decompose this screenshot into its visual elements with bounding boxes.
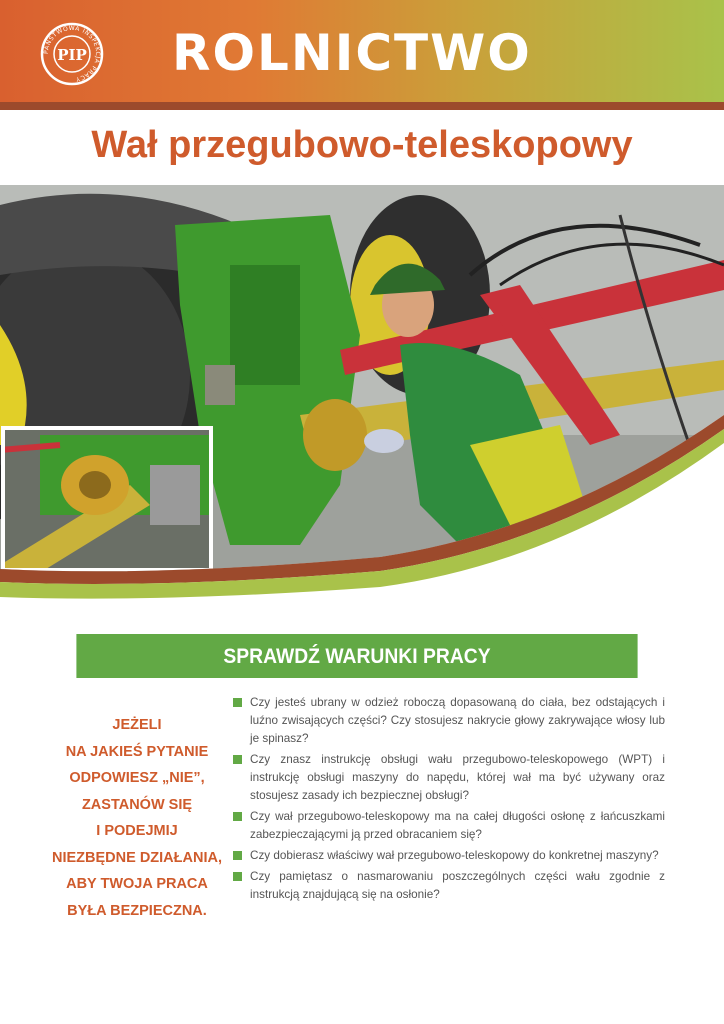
warning-note-line: ZASTANÓW SIĘ [81,796,193,813]
warning-note-line: ABY TWOJA PRACA [66,876,208,892]
question-text: Czy wał przegubowo-teleskopowy ma na całej długości osłonę z łańcuszkami zabezpieczającymi ją przed obracaniem się? [250,810,665,841]
question-item [233,751,665,805]
question-text: Czy jesteś ubrany w odzież roboczą dopasowaną do ciała, bez odstających i luźno zwisających części? Czy stosujesz nakrycie głowy zakrywające włosy lub je spinasz? [250,696,665,745]
warning-note-line: ODPOWIESZ „NIE”, [69,770,205,786]
warning-note [52,712,222,924]
warning-note-line: I PODEJMIJ [96,823,178,839]
square-bullet-icon [233,851,242,860]
logo-monogram: PIP [57,46,87,64]
header-rule [0,102,724,110]
question-text: Czy znasz instrukcję obsługi wału przegubowo-teleskopowego (WPT) i instrukcję obsługi maszyny do napędu, której wał ma być używany oraz stosujesz zasady ich bezpiecznej obsługi? [250,753,665,802]
square-bullet-icon [233,812,242,821]
warning-note-line: NIEZBĘDNE DZIAŁANIA, [52,849,222,866]
logo-ring-text: PAŃSTWOWA INSPEKCJA PRACY [42,24,102,83]
tractor-photo [0,185,724,605]
brand-title: ROLNICTWO [172,24,532,82]
section-heading: SPRAWDŹ WARUNKI PRACY [76,634,637,678]
warning-note-line: NA JAKIEŚ PYTANIE [65,743,209,760]
square-bullet-icon [233,872,242,881]
question-item [233,868,665,904]
pip-logo-icon [40,22,104,86]
question-text: Czy dobierasz właściwy wał przegubowo-teleskopowy do konkretnej maszyny? [250,849,659,862]
square-bullet-icon [233,698,242,707]
page-title: Wał przegubowo-teleskopowy [91,124,633,166]
question-list [233,694,665,907]
question-item [233,808,665,844]
question-item [233,847,665,865]
warning-note-line: BYŁA BEZPIECZNA. [67,902,207,919]
warning-note-line: JEŻELI [112,717,162,733]
square-bullet-icon [233,755,242,764]
question-text: Czy pamiętasz o nasmarowaniu poszczególnych części wału zgodnie z instrukcją znajdującą się na osłonie? [250,870,665,901]
question-item [233,694,665,748]
